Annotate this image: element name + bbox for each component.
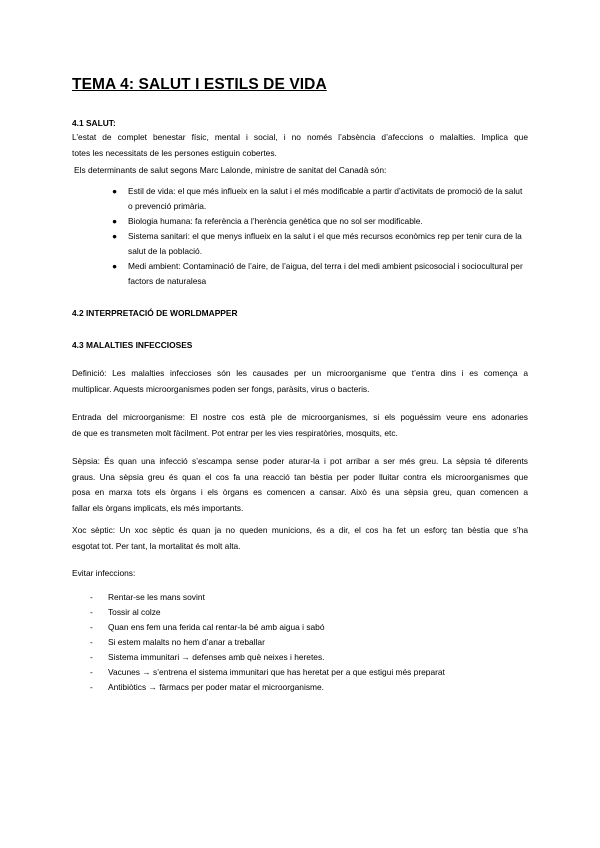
- list-item: [72, 680, 532, 695]
- dash-icon: -: [90, 637, 93, 647]
- section-heading-worldmapper: 4.2 INTERPRETACIÓ DE WORLDMAPPER: [72, 308, 238, 318]
- text-line: posa en marxa tots els òrgans i els òrgans es comencen a cansar. Això és una sèpsia greu, quan comencen a: [72, 487, 528, 497]
- paragraph-entrada: [72, 410, 528, 441]
- text-line: Entrada del microorganisme: El nostre cos està ple de microorganismes, si els poguéssim veure ens adonaries: [72, 412, 528, 422]
- text-line: multiplicar. Aquests microorganismes poden ser fongs, paràsits, virus o bacteris.: [72, 383, 370, 394]
- list-item: [72, 635, 532, 650]
- list-item-text: Antibiòtics → fàrmacs per poder matar el microorganisme.: [108, 682, 324, 692]
- bullet-icon: ●: [112, 261, 118, 271]
- list-item-text: Sistema sanitari: el que menys influeix en la salut i el que més recursos econòmics rep per tenir cura de la salut de la població.: [128, 231, 522, 256]
- list-item-text: Rentar-se les mans sovint: [108, 592, 205, 602]
- paragraph-xoc-septic: [72, 523, 528, 554]
- text-line: de que es transmeten molt fàcilment. Pot entrar per les vies respiratòries, mosquits, etc.: [72, 427, 398, 438]
- list-item: [72, 665, 532, 680]
- evitar-infeccions-list: [72, 590, 532, 695]
- text-line: totes les necessitats de les persones estiguin cobertes.: [72, 147, 277, 158]
- list-item: [72, 590, 532, 605]
- list-item: [72, 214, 528, 229]
- list-item-text: Vacunes → s’entrena el sistema immunitari que has heretat per a que estigui més preparat: [108, 667, 445, 677]
- text-line: L’estat de complet benestar físic, mental i social, i no només l’absència d’afeccions o malalties. Implica que: [72, 132, 528, 142]
- list-item-text: Sistema immunitari → defenses amb què neixes i heretes.: [108, 652, 325, 662]
- section-heading-malalties: 4.3 MALALTIES INFECCIOSES: [72, 340, 193, 350]
- list-item-text: Quan ens fem una ferida cal rentar-la bé amb aigua i sabó: [108, 622, 325, 632]
- determinants-list: [72, 184, 528, 289]
- document-title: TEMA 4: SALUT I ESTILS DE VIDA: [72, 76, 327, 93]
- list-item-text: Medi ambient: Contaminació de l’aire, de l’aigua, del terra i del medi ambient psicosocial i sociocultural per factors de naturalesa: [128, 261, 523, 286]
- list-item-text: Tossir al colze: [108, 607, 161, 617]
- list-item: [72, 650, 532, 665]
- dash-icon: -: [90, 682, 93, 692]
- list-item: [72, 229, 528, 259]
- list-item-text: Estil de vida: el que més influeix en la salut i el més modificable a partir d’activitats de promoció de la salut o prevenció primària.: [128, 186, 523, 211]
- paragraph-salut-definition: [72, 130, 528, 161]
- paragraph-determinants-intro: [74, 163, 530, 179]
- dash-icon: -: [90, 652, 93, 662]
- list-item: [72, 184, 528, 214]
- list-item: [72, 259, 528, 289]
- text-line: Definició: Les malalties infeccioses són les causades per un microorganisme que t’entra dins i es comença a: [72, 368, 528, 378]
- paragraph-definicio: [72, 366, 528, 397]
- list-item-text: Biologia humana: fa referència a l’herència genètica que no sol ser modificable.: [128, 216, 423, 226]
- text-line: Sèpsia: És quan una infecció s’escampa sense poder aturar-la i pot arribar a ser més greu. La sèpsia té diferents: [72, 456, 528, 466]
- list-item: [72, 620, 532, 635]
- text-line: graus. Una sèpsia greu és quan el cos fa una reacció tan bèstia per poder lluitar contra els microorganismes que: [72, 471, 528, 482]
- paragraph-sepsia: [72, 454, 528, 516]
- dash-icon: -: [90, 622, 93, 632]
- list-item: [72, 605, 532, 620]
- list-item-text: Si estem malalts no hem d’anar a treballar: [108, 637, 265, 647]
- bullet-icon: ●: [112, 186, 118, 196]
- evitar-infeccions-heading: Evitar infeccions:: [72, 568, 136, 578]
- bullet-icon: ●: [112, 216, 118, 226]
- dash-icon: -: [90, 607, 93, 617]
- text-line: fallar els òrgans implicats, els més importants.: [72, 502, 244, 513]
- dash-icon: -: [90, 592, 93, 602]
- dash-icon: -: [90, 667, 93, 677]
- text-line: Xoc sèptic: Un xoc sèptic és quan ja no queden municions, és a dir, el cos ha fet un esforç tan bèstia que s’ha: [72, 525, 528, 535]
- section-heading-salut: 4.1 SALUT:: [72, 118, 116, 128]
- text-line: esgotat tot. Per tant, la mortalitat és molt alta.: [72, 540, 241, 551]
- text-line: Els determinants de salut segons Marc Lalonde, ministre de sanitat del Canadà són:: [74, 165, 387, 175]
- bullet-icon: ●: [112, 231, 118, 241]
